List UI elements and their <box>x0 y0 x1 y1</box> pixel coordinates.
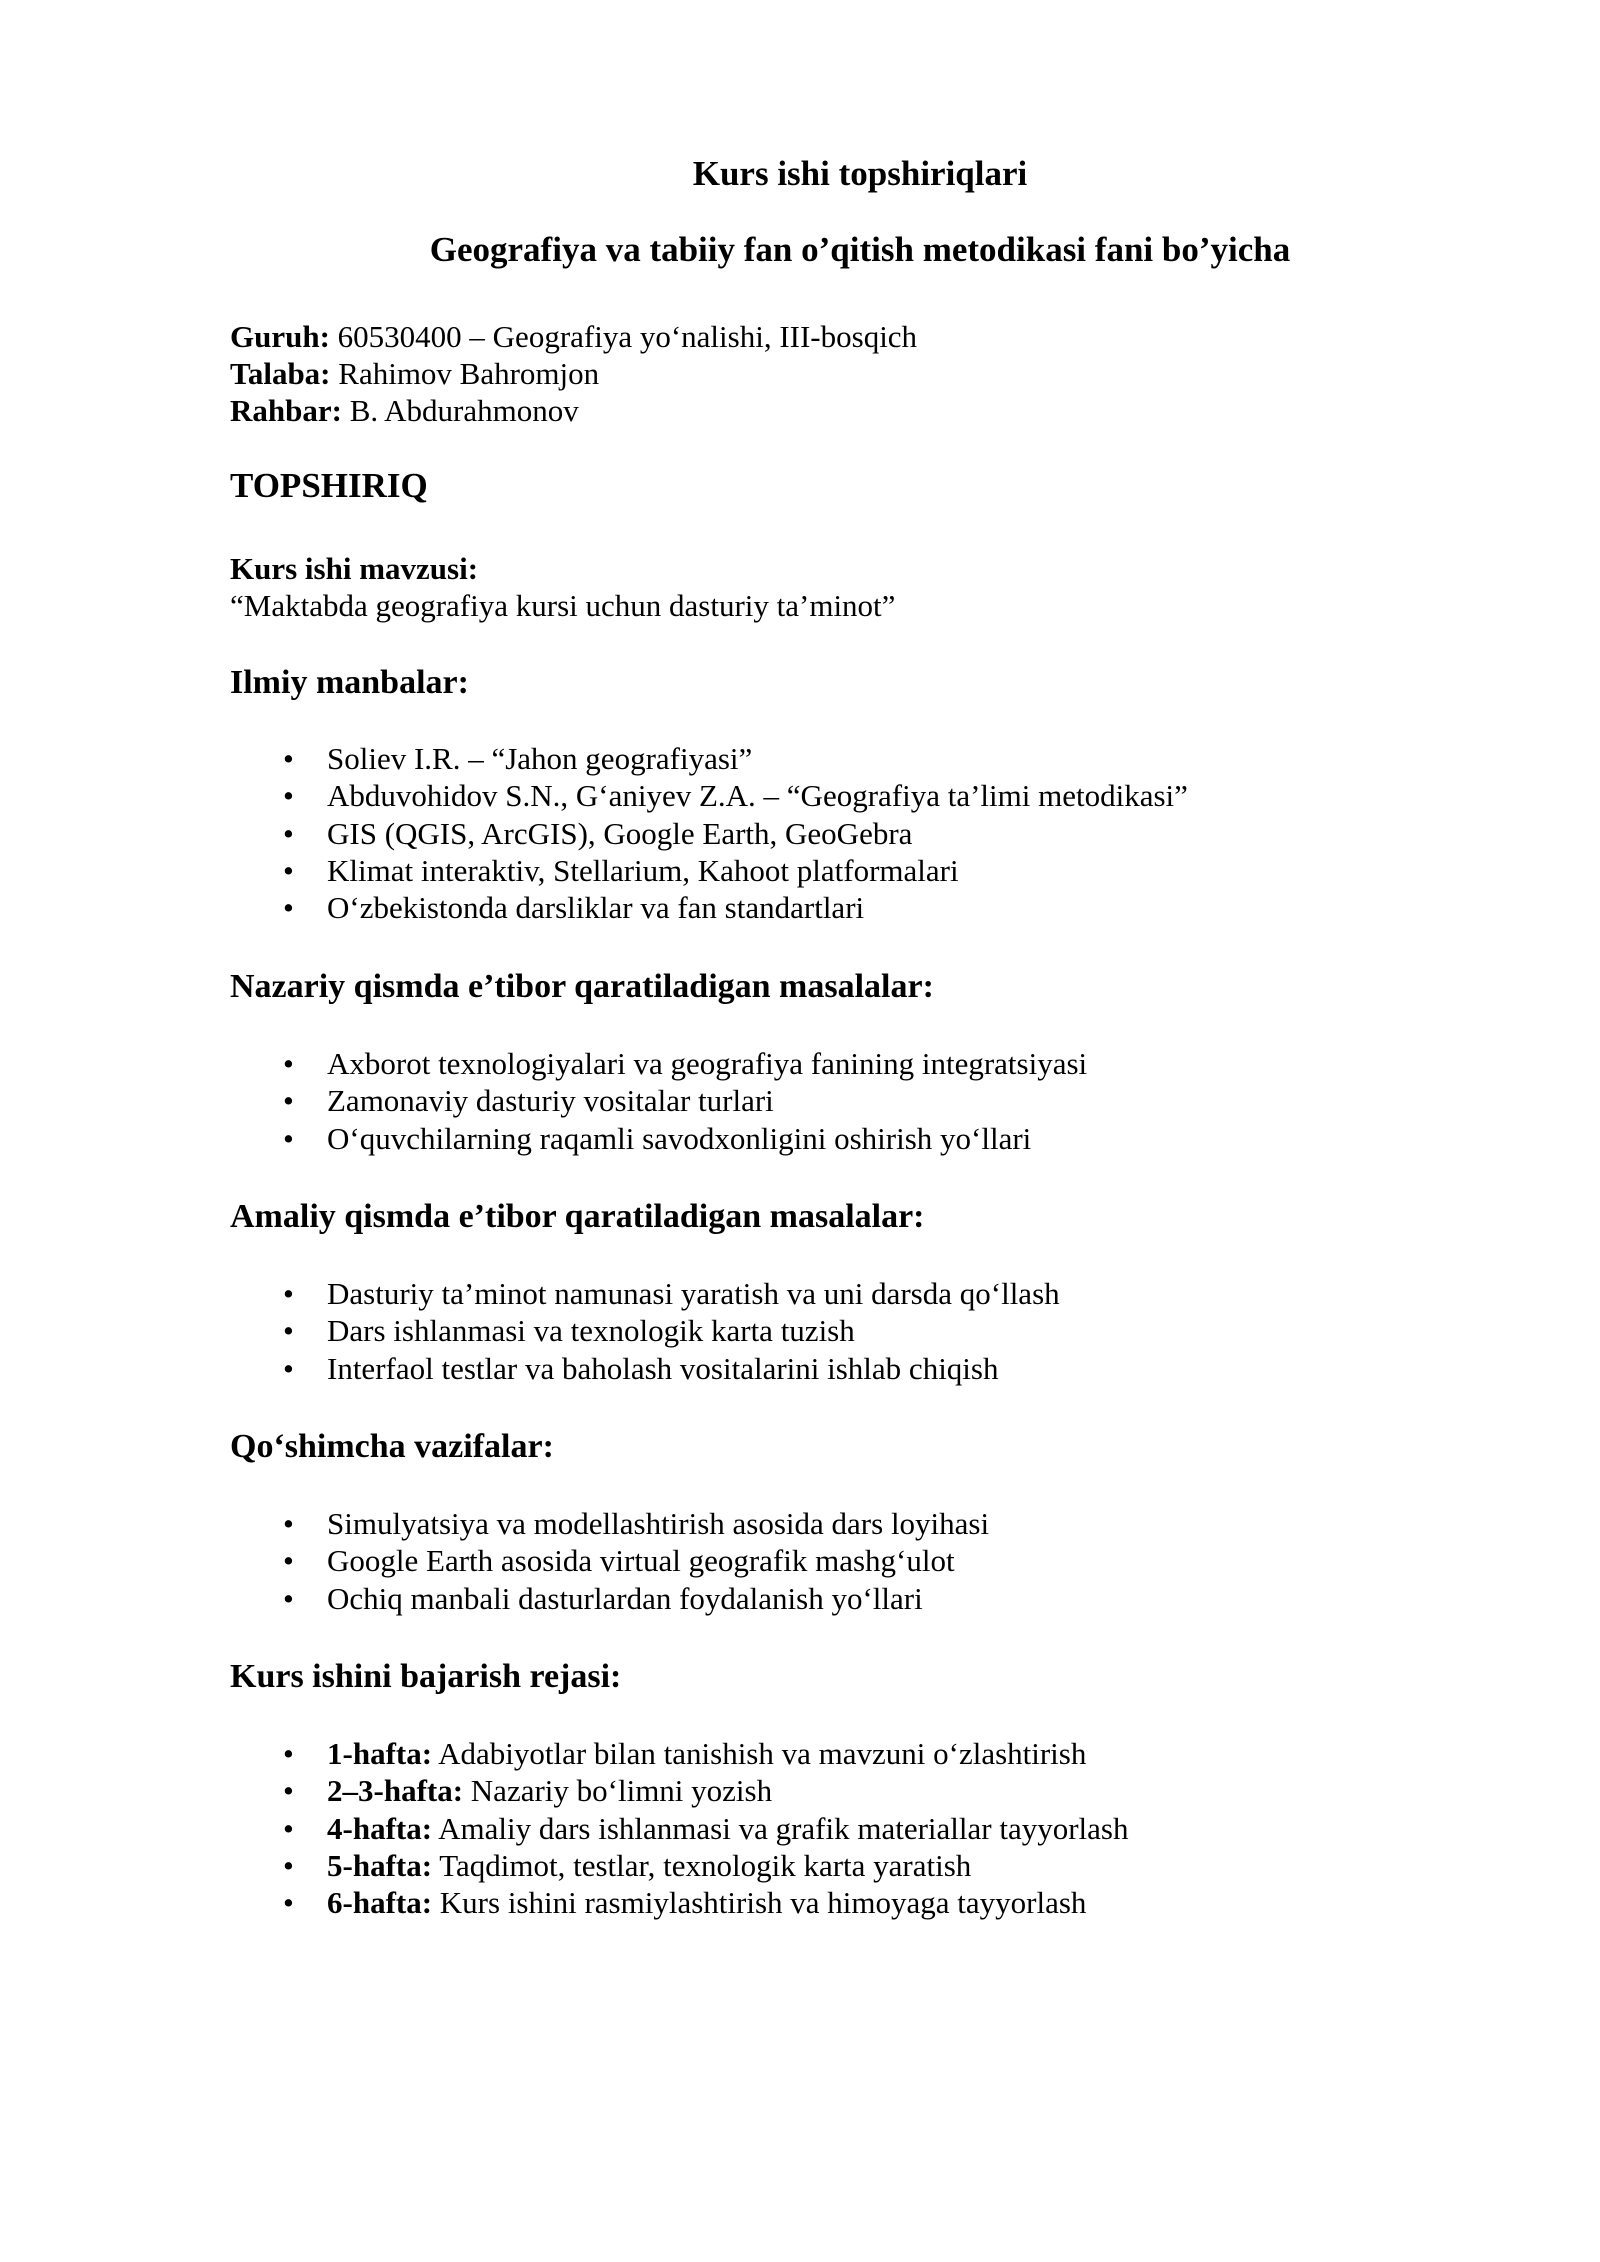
bullet-icon: • <box>283 741 294 776</box>
bullet-icon: • <box>283 1885 294 1921</box>
document-subtitle: Geografiya va tabiiy fan o’qitish metodikasi fani bo’yicha <box>429 230 1291 269</box>
bullet-icon: • <box>283 890 294 926</box>
list-item: • Zamonaviy dasturiy vositalar turlari <box>283 1083 774 1119</box>
topic-label: Kurs ishi mavzusi: <box>230 551 479 586</box>
bullet-icon: • <box>283 1120 294 1156</box>
bullet-icon: • <box>283 778 294 814</box>
bullet-icon: • <box>283 1773 294 1809</box>
list-item: • 1-hafta: Adabiyotlar bilan tanishish va mavzuni o‘zlashtirish <box>283 1736 1087 1771</box>
practice-heading: Amaliy qismda e’tibor qaratiladigan masalalar: <box>230 1198 925 1235</box>
list-item: • Google Earth asosida virtual geografik mashg‘ulot <box>283 1543 955 1579</box>
list-item: • Axborot texnologiyalari va geografiya fanining integratsiyasi <box>283 1046 1088 1081</box>
list-item: • Soliev I.R. – “Jahon geografiyasi” <box>283 741 753 776</box>
list-item: • Dars ishlanmasi va texnologik karta tuzish <box>283 1313 855 1349</box>
list-item: • Simulyatsiya va modellashtirish asosida dars loyihasi <box>283 1506 990 1541</box>
theory-heading: Nazariy qismda e’tibor qaratiladigan masalalar: <box>230 968 934 1005</box>
list-item: • Abduvohidov S.N., G‘aniyev Z.A. – “Geografiya ta’limi metodikasi” <box>283 778 1188 814</box>
meta-group <box>230 318 917 355</box>
meta-value: 60530400 – Geografiya yo‘nalishi, III-bosqich <box>329 319 918 354</box>
bullet-icon: • <box>283 815 294 851</box>
bullet-icon: • <box>283 1276 294 1311</box>
list-item: • 2–3-hafta: Nazariy bo‘limni yozish <box>283 1773 773 1809</box>
practice-list <box>230 1275 1060 1387</box>
extra-list <box>230 1505 989 1617</box>
list-item: • 5-hafta: Taqdimot, testlar, texnologik karta yaratish <box>283 1847 972 1883</box>
meta-supervisor <box>230 392 917 429</box>
list-item: • 4-hafta: Amaliy dars ishlanmasi va grafik materiallar tayyorlash <box>283 1810 1129 1846</box>
bullet-icon: • <box>283 1313 294 1349</box>
meta-value: B. Abdurahmonov <box>341 393 579 428</box>
plan-list <box>230 1735 1128 1921</box>
list-item: • 6-hafta: Kurs ishini rasmiylashtirish va himoyaga tayyorlash <box>283 1885 1087 1921</box>
bullet-icon: • <box>283 1847 294 1883</box>
bullet-icon: • <box>283 1046 294 1081</box>
meta-student <box>230 355 917 392</box>
bullet-icon: • <box>283 852 294 888</box>
bullet-icon: • <box>283 1580 294 1616</box>
extra-heading: Qo‘shimcha vazifalar: <box>230 1428 554 1465</box>
list-item: • Klimat interaktiv, Stellarium, Kahoot platformalari <box>283 852 959 888</box>
document-title: Kurs ishi topshiriqlari <box>692 154 1028 193</box>
list-item: • GIS (QGIS, ArcGIS), Google Earth, GeoGebra <box>283 815 913 851</box>
topic-block <box>230 550 895 624</box>
meta-label: Rahbar: <box>230 393 342 428</box>
section-title: TOPSHIRIQ <box>230 466 428 505</box>
sources-heading: Ilmiy manbalar: <box>230 664 469 701</box>
list-item: • O‘zbekistonda darsliklar va fan standartlari <box>283 890 865 926</box>
bullet-icon: • <box>283 1736 294 1771</box>
list-item: • Dasturiy ta’minot namunasi yaratish va uni darsda qo‘llash <box>283 1276 1060 1311</box>
topic-value: “Maktabda geografiya kursi uchun dasturiy ta’minot” <box>230 588 896 623</box>
bullet-icon: • <box>283 1543 294 1579</box>
sources-list <box>230 740 1188 926</box>
meta-label: Guruh: <box>230 319 330 354</box>
meta-label: Talaba: <box>230 356 331 391</box>
bullet-icon: • <box>283 1810 294 1846</box>
bullet-icon: • <box>283 1083 294 1119</box>
meta-value: Rahimov Bahromjon <box>330 356 600 391</box>
meta-block <box>230 318 917 429</box>
list-item: • Interfaol testlar va baholash vositalarini ishlab chiqish <box>283 1350 999 1386</box>
plan-heading: Kurs ishini bajarish rejasi: <box>230 1658 622 1695</box>
theory-list <box>230 1045 1087 1157</box>
list-item: • Ochiq manbali dasturlardan foydalanish yo‘llari <box>283 1580 923 1616</box>
list-item: • O‘quvchilarning raqamli savodxonligini oshirish yo‘llari <box>283 1120 1032 1156</box>
bullet-icon: • <box>283 1350 294 1386</box>
bullet-icon: • <box>283 1506 294 1541</box>
